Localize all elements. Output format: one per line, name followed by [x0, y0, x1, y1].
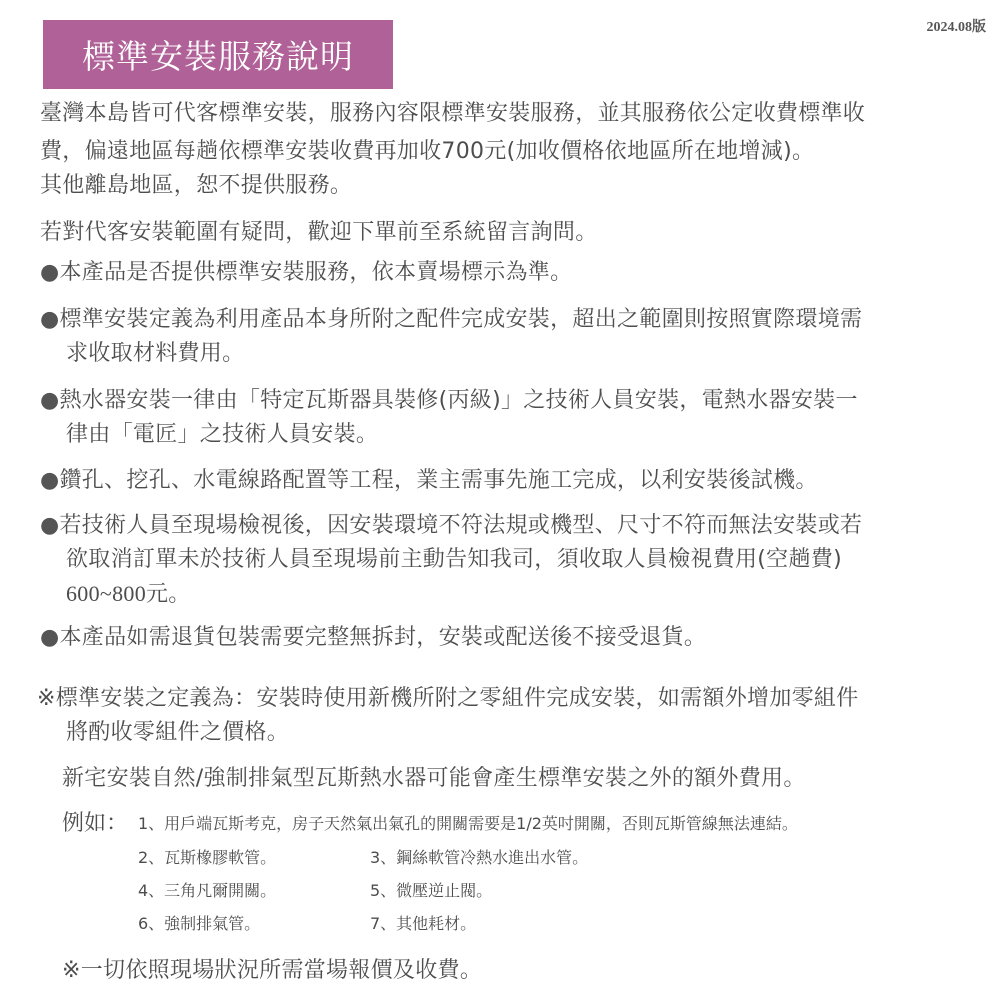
intro-line-3: 其他離島地區，恕不提供服務。	[40, 173, 353, 198]
intro-line-4: 若對代客安裝範圍有疑問，歡迎下單前至系統留言詢問。	[40, 220, 598, 245]
bullet-dot-icon: ●	[40, 513, 60, 538]
bullet-dot-icon: ●	[40, 260, 60, 285]
example-item-4: 4、三角凡爾開關。	[138, 881, 277, 900]
example-item-5: 5、微壓逆止閥。	[370, 881, 493, 900]
bullet-item-5-cont-1: 欲取消訂單未於技術人員至現場前主動告知我司，須收取人員檢視費用(空趟費)	[66, 547, 842, 572]
example-item-3: 3、鋼絲軟管冷熱水進出水管。	[370, 848, 589, 867]
bullet-dot-icon: ●	[40, 468, 60, 493]
bullet-item-5-cont-2: 600~800元。	[66, 581, 191, 606]
version-label: 2024.08版	[926, 20, 986, 35]
bullet-item-4: ●鑽孔、挖孔、水電線路配置等工程，業主需事先施工完成，以利安裝後試機。	[40, 468, 818, 493]
example-label: 例如：	[62, 811, 129, 836]
example-item-7: 7、其他耗材。	[370, 914, 477, 933]
definition-note-line-1: ※標準安裝之定義為：安裝時使用新機所附之零組件完成安裝，如需額外增加零組件	[37, 686, 859, 711]
example-item-6: 6、強制排氣管。	[138, 914, 261, 933]
intro-line-2: 費，偏遠地區每趟依標準安裝收費再加收700元(加收價格依地區所在地增減)。	[40, 139, 815, 164]
example-item-1: 1、用戶端瓦斯考克，房子天然氣出氣孔的開關需要是1/2英吋開關，否則瓦斯管線無法連結。	[138, 814, 798, 833]
definition-note-line-2: 將酌收零組件之價格。	[66, 720, 290, 745]
bullet-item-2: ●標準安裝定義為利用產品本身所附之配件完成安裝，超出之範圍則按照實際環境需	[40, 307, 863, 332]
bullet-item-3-cont: 律由「電匠」之技術人員安裝。	[66, 422, 379, 447]
title-banner	[43, 20, 393, 89]
new-home-note: 新宅安裝自然/強制排氣型瓦斯熱水器可能會產生標準安裝之外的額外費用。	[62, 766, 806, 791]
bullet-item-1: ●本產品是否提供標準安裝服務，依本賣場標示為準。	[40, 260, 573, 285]
example-item-2: 2、瓦斯橡膠軟管。	[138, 848, 277, 867]
bullet-item-2-cont: 求收取材料費用。	[66, 341, 245, 366]
bullet-item-3: ●熱水器安裝一律由「特定瓦斯器具裝修(丙級)」之技術人員安裝，電熱水器安裝一	[40, 388, 858, 413]
bullet-item-5: ●若技術人員至現場檢視後，因安裝環境不符法規或機型、尺寸不符而無法安裝或若	[40, 513, 863, 538]
intro-line-1: 臺灣本島皆可代客標準安裝，服務內容限標準安裝服務，並其服務依公定收費標準收	[40, 101, 866, 126]
bullet-dot-icon: ●	[40, 307, 60, 332]
bullet-dot-icon: ●	[40, 625, 60, 650]
page-title: 標準安裝服務說明	[82, 37, 354, 76]
final-note: ※一切依照現場狀況所需當場報價及收費。	[62, 958, 483, 983]
bullet-item-6: ●本產品如需退貨包裝需要完整無拆封，安裝或配送後不接受退貨。	[40, 625, 707, 650]
bullet-dot-icon: ●	[40, 388, 60, 413]
